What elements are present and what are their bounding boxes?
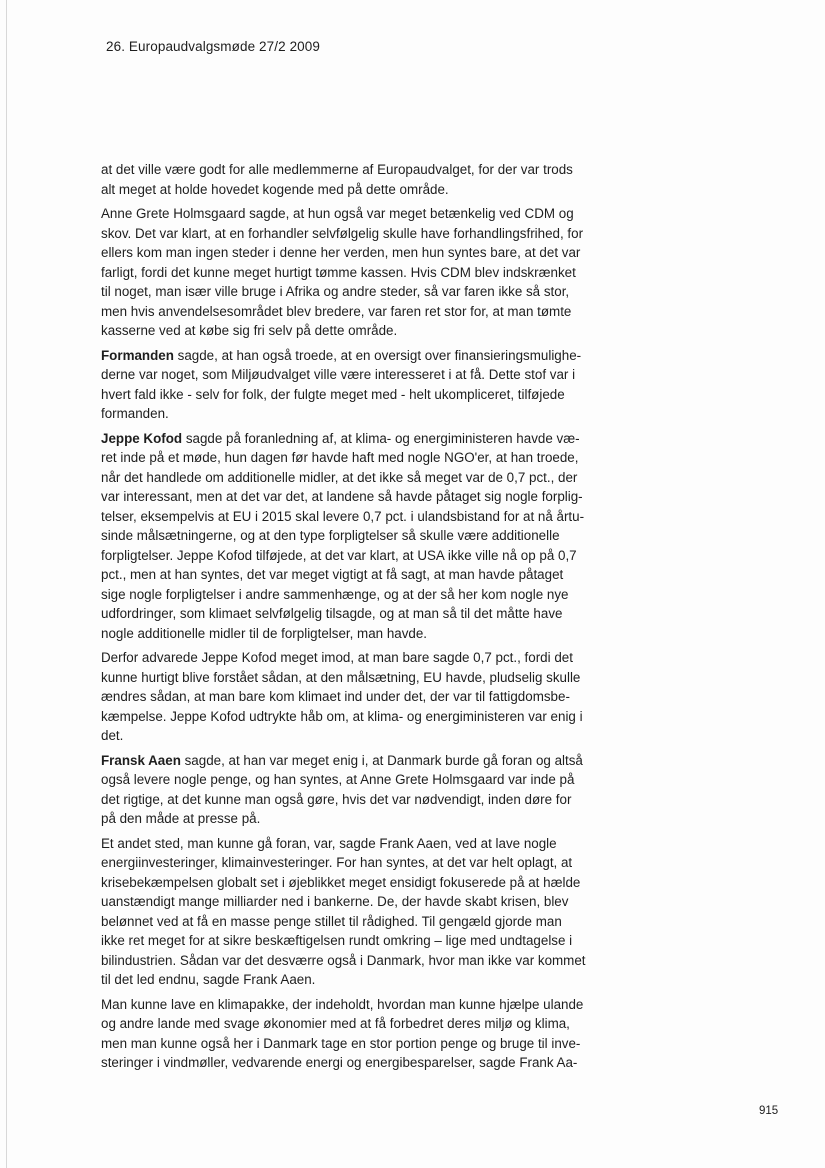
text-line: også levere nogle penge, og han syntes, at Anne Grete Holmsgaard var inde på [101, 772, 575, 787]
text-line: ikke ret meget for at sikre beskæftigelsen rundt omkring – lige med undtagelse i [101, 933, 573, 948]
scan-edge-line [6, 0, 7, 1168]
text-line: ellers kom man ingen steder i denne her verden, men hun syntes bare, at det var [101, 245, 581, 260]
text-line: kæmpelse. Jeppe Kofod udtrykte håb om, at klima- og energiministeren var enig i [101, 708, 583, 724]
paragraph [101, 834, 590, 990]
page-number: 915 [759, 1105, 779, 1117]
paragraph [101, 995, 590, 1073]
text-line: formanden. [101, 406, 169, 421]
speaker-name: Jeppe Kofod [101, 430, 183, 446]
text-line: bilindustrien. Sådan var det desværre også i Danmark, hvor man ikke var kommet [101, 952, 586, 968]
paragraph [101, 648, 590, 746]
text-line: krisebekæmpelsen globalt set i øjeblikket meget ensidigt fokuserede på at hælde [101, 874, 581, 890]
text-line: udfordringer, som klimaet selvfølgelig tilsagde, og at man så til det måtte have [101, 606, 563, 621]
text-line: derne var noget, som Miljøudvalget ville være interesseret i at få. Dette stof var i [101, 367, 576, 382]
text-line: Derfor advarede Jeppe Kofod meget imod, at man bare sagde 0,7 pct., fordi det [101, 650, 573, 665]
text-line: skov. Det var klart, at en forhandler selvfølgelig skulle have forhandlingsfrihed, for [101, 225, 584, 241]
text-line: steringer i vindmøller, vedvarende energi og energibesparelser, sagde Frank Aa- [101, 1055, 578, 1070]
text-line: og andre lande med svage økonomier med at få forbedret deres miljø og klima, [101, 1016, 570, 1031]
text-line: ændres sådan, at man bare kom klimaet ind under det, der var til fattigdomsbe- [101, 689, 570, 704]
text-line: energiinvesteringer, klimainvesteringer. For han syntes, at det var helt oplagt, at [101, 855, 573, 870]
text-line [101, 429, 590, 449]
paragraph [101, 204, 590, 341]
text-line: til noget, man især ville bruge i Afrika og andre steder, så var faren ikke så stor, [101, 284, 570, 299]
text-line: hvert fald ikke - selv for folk, der fulgte meget med - helt ukompliceret, tilføjede [101, 386, 565, 402]
text-line: men man kunne også her i Danmark tage en stor portion penge og bruge til inve- [101, 1035, 581, 1051]
text-line: nogle additionelle midler til de forpligtelser, man havde. [101, 625, 428, 641]
text-line: at det ville være godt for alle medlemmerne af Europaudvalget, for der var trods [101, 162, 573, 177]
text-line: men hvis anvendelsesområdet blev bredere, var faren ret stor for, at man tømte [101, 303, 572, 319]
text-line: når det handlede om additionelle midler, at det ikke så meget var de 0,7 pct., der [101, 469, 578, 485]
text-line: kasserne ved at købe sig fri selv på dette område. [101, 323, 398, 338]
text-line: kunne hurtigt blive forstået sådan, at den målsætning, EU havde, pludselig skulle [101, 669, 581, 685]
text-line: Et andet sted, man kunne gå foran, var, sagde Frank Aaen, ved at lave nogle [101, 835, 557, 851]
text-line: Man kunne lave en klimapakke, der indeholdt, hvordan man kunne hjælpe ulande [101, 996, 584, 1012]
running-header: 26. Europaudvalgsmøde 27/2 2009 [106, 39, 320, 54]
text-line: det. [101, 728, 124, 743]
text-line: det rigtige, at det kunne man også gøre, hvis det var nødvendigt, inden døre for [101, 791, 572, 807]
text-line: uanstændigt mange milliarder ned i bankerne. De, der havde skabt krisen, blev [101, 894, 569, 909]
text-line: belønnet ved at få en masse penge stillet til rådighed. Til gengæld gjorde man [101, 913, 562, 929]
speaker-name: Formanden [101, 347, 174, 363]
text-line [101, 751, 590, 771]
body-text [101, 160, 590, 1078]
paragraph [101, 160, 590, 199]
text-line: farligt, fordi det kunne meget hurtigt tømme kassen. Hvis CDM blev indskrænket [101, 264, 576, 280]
speaker-name: Fransk Aaen [101, 752, 181, 768]
text-line: forpligtelser. Jeppe Kofod tilføjede, at det var klart, at USA ikke ville nå op på 0,7 [101, 547, 577, 563]
paragraph [101, 751, 590, 829]
paragraph [101, 429, 590, 644]
line-text: sagde på foranledning af, at klima- og energiministeren havde væ- [182, 430, 580, 446]
text-line: telser, eksempelvis at EU i 2015 skal levere 0,7 pct. i ulandsbistand for at nå årtu- [101, 508, 585, 524]
text-line: sinde målsætningerne, og at den type forpligtelser så skulle være additionelle [101, 528, 560, 543]
text-line: Anne Grete Holmsgaard sagde, at hun også var meget betænkelig ved CDM og [101, 206, 574, 221]
text-line: på den måde at presse på. [101, 811, 261, 826]
line-text: sagde, at han også troede, at en oversigt over finansieringsmulighe- [173, 347, 582, 363]
text-line: pct., men at han syntes, det var meget vigtigt at få sagt, at man havde påtaget [101, 567, 564, 582]
line-text: sagde, at han var meget enig i, at Danmark burde gå foran og altså [180, 752, 583, 768]
paragraph [101, 346, 590, 424]
text-line: alt meget at holde hovedet kogende med på dette område. [101, 181, 449, 197]
text-line: til det led endnu, sagde Frank Aaen. [101, 972, 316, 987]
text-line [101, 346, 590, 366]
text-line: ret inde på et møde, hun dagen før havde haft med nogle NGO'er, at han troede, [101, 450, 579, 465]
text-line: var interessant, men at det var det, at landene så havde påtaget sig nogle forplig- [101, 489, 583, 504]
text-line: sige nogle forpligtelser i andre sammenhænge, og at der så her kom nogle nye [101, 586, 569, 602]
